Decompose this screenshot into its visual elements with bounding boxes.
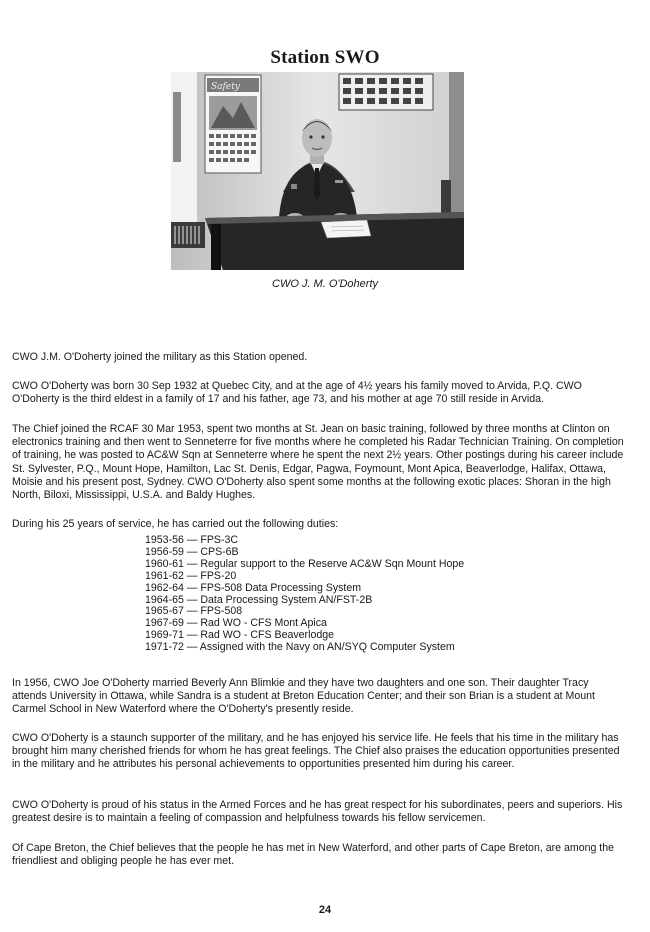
calendar-label: Safety — [211, 82, 240, 92]
paragraph-family: In 1956, CWO Joe O'Doherty married Beverly Ann Blimkie and they have two daughters and one son. Their daughter Tracy attends University in Ottawa, while Sandra is a student at Breton Education Center; and their son Brian is a student at Mount Carmel School in New Waterford where the O'Doherty's presently reside. — [12, 677, 595, 716]
radiator — [171, 222, 205, 248]
page-number: 24 — [318, 904, 332, 916]
duty-item: 1965-67 — FPS-508 — [145, 605, 243, 618]
paragraph-pride: CWO O'Doherty is proud of his status in the Armed Forces and he has great respect for his subordinates, peers and superiors. His greatest desire is to maintain a feeling of compassion and helpfulness towards his fellow servicemen. — [12, 799, 623, 825]
duty-item: 1964-65 — Data Processing System AN/FST-2B — [145, 593, 373, 606]
duty-item: 1969-71 — Rad WO - CFS Beaverlodge — [145, 629, 335, 642]
paragraph-cape-breton: Of Cape Breton, the Chief believes that the people he has met in New Waterford, and other parts of Cape Breton, are among the friendliest and obliging people he has ever met. — [12, 842, 615, 868]
duty-item: 1960-61 — Regular support to the Reserve AC&W Sqn Mount Hope — [145, 557, 465, 570]
office-desk — [205, 212, 464, 270]
page-title: Station SWO — [270, 46, 380, 68]
photo-caption: CWO J. M. O'Doherty — [272, 278, 378, 290]
duty-item: 1956-59 — CPS-6B — [145, 545, 239, 558]
paragraph-service-life: CWO O'Doherty is a staunch supporter of the military, and he has enjoyed his service life. He feels that his time in the military has brought him many cherished friends for whom he has great feelings. The Chief also praises the education opportunities presented in the military and he attributes his personal achievements to opportunities presented him during his career. — [12, 732, 620, 771]
portrait-photo — [171, 72, 464, 270]
desk-papers — [321, 220, 371, 238]
paragraph-birth: CWO O'Doherty was born 30 Sep 1932 at Quebec City, and at the age of 4½ years his family moved to Arvida, P.Q. CWO O'Doherty is the third eldest in a family of 17 and his father, age 73, and his mother at age 70 still reside in Arvida. — [12, 380, 582, 406]
duty-item: 1953-56 — FPS-3C — [145, 534, 239, 546]
duty-item: 1971-72 — Assigned with the Navy on AN/SYQ Computer System — [145, 641, 455, 654]
duty-item: 1967-69 — Rad WO - CFS Mont Apica — [145, 617, 327, 630]
paragraph-career: The Chief joined the RCAF 30 Mar 1953, spent two months at St. Jean on basic training, followed by three months at Clinton on electronics training and then went to Senneterre for five months where he completed his Radar Technician Training. On completion of training, he was posted to AC&W Sqn at Senneterre where he spent the next 2½ years. Other postings during his career include St. Sylvester, P.Q., Mount Hope, Hamilton, Lac St. Denis, Edgar, Pagwa, Foymount, Mont Apica, Beaverlodge, Halifax, Ottawa, Moisie and his present post, Sydney. CWO O'Doherty also spent some months at the following exotic places: Shoran in the high North, Biloxi, Mississippi, U.S.A. and Baldy Hughes. — [12, 423, 624, 502]
duties-list — [145, 535, 565, 654]
wall-planner — [339, 74, 433, 110]
duty-item: 1962-64 — FPS-508 Data Processing System — [145, 581, 362, 594]
paragraph-intro: CWO J.M. O'Doherty joined the military as this Station opened. — [12, 351, 308, 363]
duty-item: 1961-62 — FPS-20 — [145, 569, 237, 582]
paragraph-duties-intro: During his 25 years of service, he has carried out the following duties: — [12, 518, 339, 530]
wall-calendar — [205, 75, 261, 173]
